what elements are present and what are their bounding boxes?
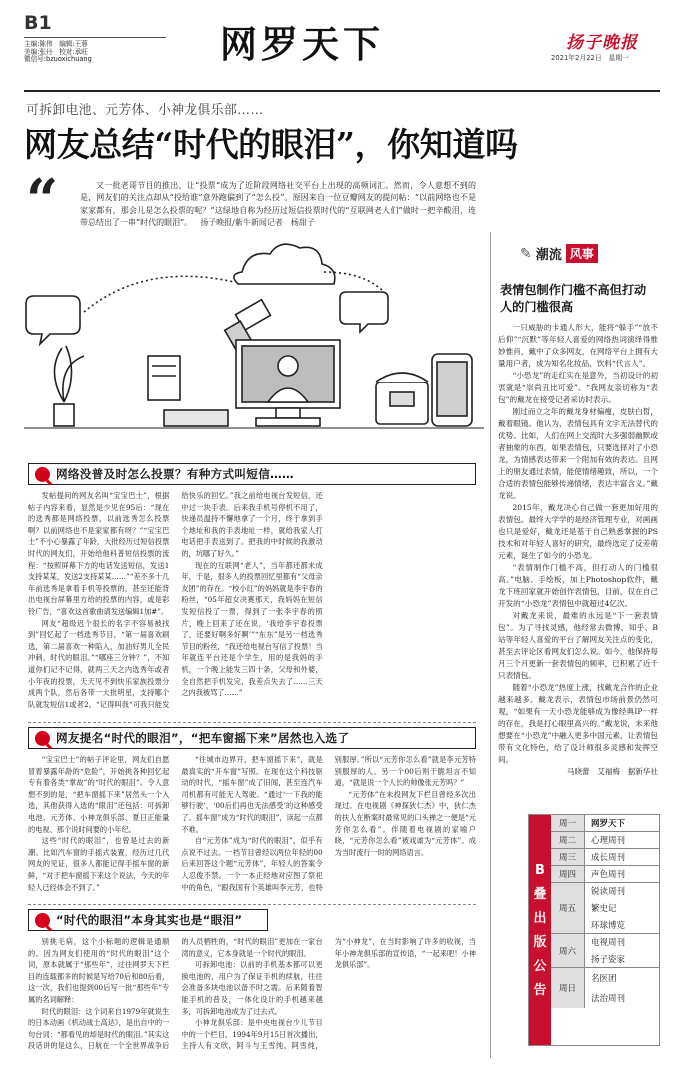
paragraph: 一只威胁的卡通人形大，能将“躲手”“放不后仰”“沉默”等年轻人喜爱的网络热词演绎得惟妙惟肖，戴中了众多网友，在网络平台上拥有大量用户者，成为知名化妆品、饮料“代言人”。 — [498, 323, 658, 368]
staff-line: 美编:张丹 校对:承旺 — [24, 47, 88, 56]
staff-line: 微信号:bzuoxichuang — [24, 55, 92, 64]
column-divider — [490, 232, 491, 1058]
staff-line: 主编:陈伟 编辑:王蓉 — [24, 40, 88, 48]
illustration — [24, 232, 484, 458]
calendar-row: 周二 心理周刊 — [551, 832, 659, 849]
paragraph: “表情制作门槛不高，但打动人的门槛很高。”电脑、手绘板，加上Photoshop软件，戴龙下班回家就开始创作表情包，目前，仅在自己开发的“小恐龙”表情包中就超过4亿次。 — [498, 563, 658, 608]
paragraph: “元芳体”在未投网友下栏目曾经多次出现过。在电视剧《神探狄仁杰》中，狄仁杰的扶人在断案时最常见的口头禅之一便是“元芳你怎么看”。伴随着电视剧的家喻户晓，“元芳你怎么看”被戏谑为“元芳体”。成为当时流行一时的网络语言。 — [334, 789, 476, 857]
calendar-row: 周五 锐读周刊 繁史记 环球博览 — [551, 883, 659, 934]
byline: 马晓蕾 艾福梅 据新华社 — [566, 767, 658, 776]
stamp-label: 潮流 — [535, 248, 562, 263]
paragraph: 随着“小恐龙”热度上涨，找戴龙合作的企业越来越多。戴龙表示，表情包市场前景仍然可观，“如果有一天小恐龙能够成为像经典IP一样的存在，我是打心眼里高兴的。”戴龙说，未来他想要在“小恐龙”中融入更多中国元素，让表情包带有文化特色，给了设计师很多灵感和发挥空间。 — [498, 683, 658, 764]
header-rule — [24, 90, 660, 92]
section1-header — [28, 463, 476, 485]
side-article-title: 表情包制作门槛不高但打动人的门槛很高 — [500, 283, 647, 314]
calendar-row: 周六 电视周刊 扬子姿家 — [551, 934, 659, 968]
plant-icon — [54, 346, 84, 402]
quote-mark-icon: “ — [26, 167, 59, 233]
stamp-badge: 风事 — [566, 244, 598, 263]
calendar-row: 周一 网罗天下 — [551, 815, 659, 832]
divider — [28, 722, 476, 723]
chat-icon — [340, 292, 388, 332]
keyboard-icon — [164, 410, 228, 426]
paragraph: 现在的互联网“老人”，当年都还都未成年，于是，很多人的投票回忆里都有“父母亲友团”的存在。“校小红”的妈妈就是李宇春的粉丝，“05年超女决赛那天，我妈妈在短信发短信投了一票，得到了一张李宇春的照片，晚上回来了还在说，‘我给李宇春投票了，还要好啊多好啊’”“东东”是另一档选秀节目的粉丝，“我还给电视台写信了投票！当年就连平台还是个学生，用的是我妈的手机，一个晚上能发三四十条，父母和外婆，全自然把手机发完，我差点失去了……三天之内我被骂了……” — [181, 560, 323, 698]
calendar-table — [551, 815, 659, 1045]
tower-icon — [148, 356, 180, 400]
section2-body — [28, 754, 476, 900]
paragraph: 网友“超级迟个很长的名字不容易被找到”回忆起了一档选秀节目，“第一届喜欢刷选，第二届喜欢一种陷入，加油好男儿全民冲刺，时代的眼泪。”“哪座三分钟？”，不知道你们记不记得，就两三天之内选秀年或者小年夜的投票，天天见不到快乐家族投票分成两个队，然后各带一大批明星，支持哪个队就发短信1或者2。“记得叫我“可我只能发给快乐的回忆。”我之前给电视台发短信，还中过一块手表。后来我手机号停机不用了，快递员温持不懈地拿了一个月，终于拿到手个地址和我的手表地址一样，就给我家人打电话把手表送到了。把我的中时候的我激动的，坑哪了好久。” — [28, 491, 323, 709]
lede — [80, 180, 476, 230]
section2-header — [28, 727, 476, 749]
monitor-icon — [236, 340, 340, 426]
search-bubble-icon — [35, 913, 50, 928]
search-bubble-icon — [35, 731, 50, 746]
staff-list — [24, 41, 92, 64]
telephone-icon — [376, 373, 428, 424]
paragraph: “往城市边界开，把车窗摇下来”，就是最真实的“开车窗”写照。在现在这个科技驱动的时代，“摇车窗”成了旧闻，甚至连汽车司机都有可能无人驾驶。“通过‘一下我的能够行驶’，‘00后们再也无法感受’的这种感受了。摇车窗”成为“时代的眼泪”，读起一点都不难。 — [181, 755, 323, 834]
section3-header — [28, 909, 268, 931]
paragraph: 刚过而立之年的戴龙身材偏瘦，皮肤白皙，戴着眼镜。他认为，表情包具有文字无法替代的优势。比如，人们在网上交流时大多强弱幽默或者抽象的东西，如果表情包，只要选择对了小恐龙，为情感表达带来一个附加有效的表达。且网上的朋友通过表情，能使情绪趣致，所以，一个合适的表情包能够传递情绪，表达丰富含义。”戴龙说。 — [498, 407, 658, 500]
issue-date: 2021年2月22日 星期一 — [551, 54, 629, 62]
calendar-row: 周三 成长周刊 — [551, 849, 659, 866]
paragraph: 时代的眼泪：这个词来自1979年就说生的日本动画《机动战士高达》，是出自中的一句台词：“都看见的却是时代的眼泪。”其实这段话讲的是这么，日航在一个全世界战争后的人员牺牲的，“时代的眼泪”更加在一家台湾的意义，它本身就是一个时代的眼泪。 — [28, 937, 323, 1051]
page-number: B1 — [24, 12, 52, 34]
headline-title: 网友总结“时代的眼泪”，你知道吗 — [24, 125, 518, 164]
section1-title: 网络没普及时怎么投票？有种方式叫短信…… — [56, 467, 294, 481]
paragraph: 别挑毛病，这个小标题的逻辑是通顺的。因为网友们使用的“时代的眼泪”这个词，原本就属于“那些年”，过往网罗天下栏目的连载都多的时候是写给70后和80后看，这一次，我们也提到00后写一批“那些年”专属的名词解释： — [28, 937, 170, 1004]
column-stamp — [520, 244, 598, 263]
paragraph: “小恐龙”的走红实在是意外，当初设计的初衷就是“崇尚丑比可爱”。“我网友亲切称为“表包”的戴龙在接受记者采访时表示。 — [498, 371, 658, 404]
paragraph: 这些“时代的眼泪”，也曾是过去的新潮。比如汽车窗的手摇式装置，经历过几代网友的见证，很多人都能记得手摇车窗的新鲜，“对于把车窗摇下来这个说法，今天的年轻人已经体会不到了。” — [28, 836, 170, 892]
speech-bubble-icon — [26, 296, 80, 344]
stamp-icon: ✎ — [520, 245, 532, 262]
headline-kicker: 可拆卸电池、元芳体、小神龙俱乐部…… — [26, 103, 264, 118]
paragraph: 对戴龙来说，最难的永远是“下一套表情包”。为了寻找灵感，他经常去微博、知乎、B站等年轻人喜爱的平台了解网友关注点的变化，甚至去评论区看网友们怎么说。如今，他保持每月三个月更新一套表情包的频率，已积累了近千只表情包。 — [498, 611, 658, 680]
section1-body — [28, 490, 476, 718]
lede-credit: 扬子晚报/紫牛新闻记者 杨甜子 — [200, 218, 315, 228]
header-divider — [24, 37, 166, 38]
publishing-calendar — [528, 814, 660, 1046]
paragraph: 发帖提问的网友名叫“宝宝巴士”，根据帖子内容来看，显然是少见在95后：“现在的选秀都是网络投票，以前选秀怎么投票啊？以前网络也不是家家都有呀？”“宝宝巴士”不小心暴露了年龄，大批经历过短信投票时代的网友们，开始给他科普短信投票的流程：“按照屏幕下方的电话发送短信，发送1支持某某，发送2支持某某……”“差不多十几年前选秀是拿着手机等投票的，甚至还能背出电视台屏幕里方给的投票的内容，或是彩铃广告，“喜欢这首歌曲请发送编辑1加#”。 — [28, 491, 170, 616]
calendar-row: 周日 名医团 法治周刊 — [551, 968, 659, 1008]
cloud-icon — [234, 244, 335, 284]
section3-title: “时代的眼泪”本身其实也是“眼泪” — [56, 913, 243, 927]
paragraph: 可拆卸电池：以前的手机基本都可以更换电池的，用户为了保证手机的续航，往往会准备多块电池以备不时之需。后来随着智能手机的普及，一体化设计的手机越来越多，可拆卸电池成为了过去式。 — [181, 960, 323, 1016]
paragraph: 小神龙俱乐部：是中央电视台少儿节目中的一个栏目，1994年9月15日首次播出，主持人有文欣，阿斗与王雪纯，阿雪纯，为“小神龙”，在当时影响了许多的收视，当年小神龙俱乐部的宣传语，“一起来吧！小神龙俱乐部”。 — [181, 937, 476, 1051]
calendar-row: 周四 声色周刊 — [551, 866, 659, 883]
section2-title: 网友提名“时代的眼泪”，“把车窗摇下来”居然也入选了 — [56, 731, 350, 745]
paragraph: “宝宝巴士”的帖子评论里，网友们自愿冒着暴露年龄的“危险”，开始挑各种回忆起专有着各类“掌故”的“时代的眼泪”。令人意想不到的是，“把车窗摇下来”居然头一个入选，其他获得入选的“眼泪”还包括：可拆卸电池、元芳体、小神龙俱乐部、夏日正能量的电视、那个说时间要的小年纪。 — [28, 755, 170, 834]
calendar-title: B 叠 出 版 公 告 — [529, 815, 551, 1045]
paragraph: 自“元芳体”成为“时代的眼泪”，似乎有点说不过去。一档节目曾经以两位年轻的00后来回答这个题“元芳体”，年轻人的答案令人忍俊不禁。一个一本正经地对应图了祭祀中的角色，“跟我国有个英雄叫李元芳，也特别服厚。”所以“元芳你怎么看”就是李元芳特别服厚的人。另一个00后则干脆坦言不知道，“就是说一个人长的帅像张元芳吗？” — [181, 755, 476, 892]
section-title: 网罗天下 — [220, 23, 384, 66]
page-header — [24, 8, 660, 64]
paragraph: 2015年，戴龙决心自己做一套更加好用的表情包。最终大学学的是经济管理专业，对画画也只是爱好，戴龙还是基于自己熟悉掌握的PS技术和对年轻人喜好的研究，最终选定了反差萌元素，诞生了如今的小恐龙。 — [498, 503, 658, 560]
brand-logo: 扬子晚报 — [566, 33, 638, 53]
section3-body — [28, 936, 476, 1058]
side-article-body — [498, 322, 658, 810]
search-bubble-icon — [35, 467, 50, 482]
lede-text: 又一批老哥节目的推出，让“投票”成为了近阶段网络社交平台上出现的高频词汇。然而，令人意想不到的是，网友们的关注点却从“投给谁”意外跑偏到了“怎么投”。原因来自一位豆瓣网友的提问帖：“以前网络也不是家家都有，那会儿是怎么投票的呢？”这绿地自称为经历过短信投票时代的“互联网老人们”做时一把辛酸泪，连带总结出了一串“时代的眼泪”。 扬子晚报/紫牛新闻记者 杨甜子 — [80, 181, 476, 228]
divider — [28, 904, 476, 905]
